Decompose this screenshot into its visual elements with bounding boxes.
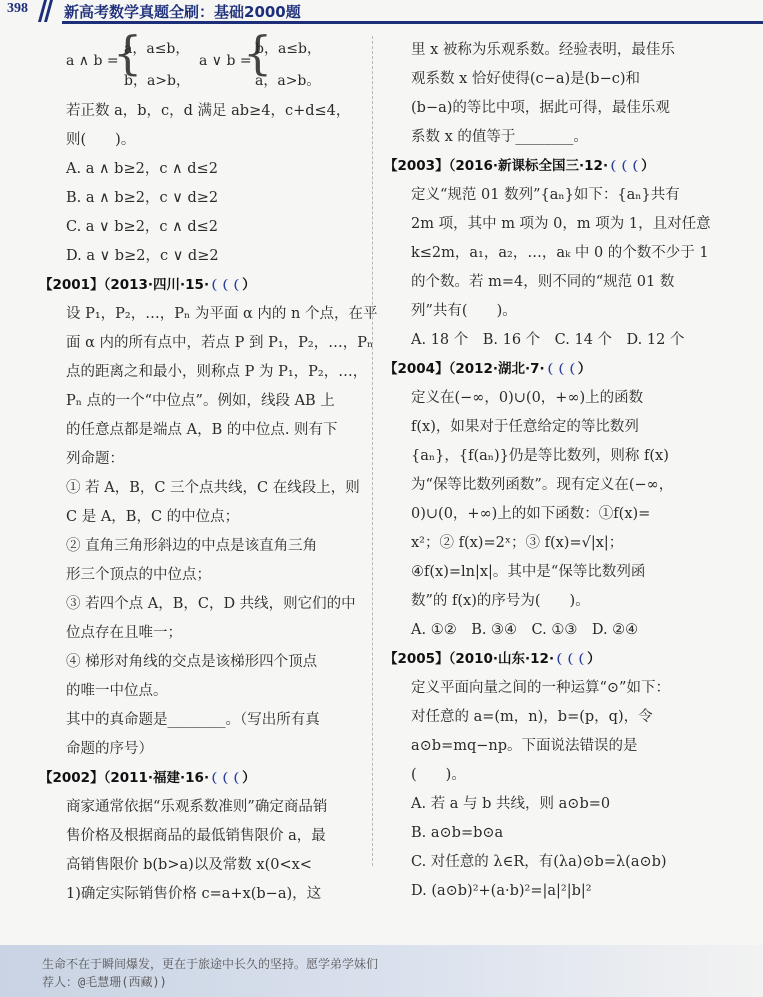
p2005-option-c: C. 对任意的 λ∈R，有(λa)⊙b=λ(a⊙b) bbox=[411, 854, 667, 870]
difficulty-spiral-icon bbox=[565, 651, 576, 667]
p2000-line: 若正数 a，b，c，d 满足 ab≥4，c+d≤4， bbox=[66, 103, 351, 119]
column-divider bbox=[372, 36, 373, 866]
problem-2002-header: 【2002】（2011·福建·16· ） bbox=[39, 770, 256, 786]
def-and-case2: b，a>b， bbox=[124, 73, 191, 89]
def-and-case1: a，a≤b， bbox=[124, 41, 190, 57]
def-or-lhs: a ∨ b = bbox=[199, 53, 252, 69]
footer-line-2: 荐人：@毛慧珊(西藏)) bbox=[42, 975, 167, 989]
p2001-line: C 是 A，B，C 的中位点； bbox=[66, 509, 240, 525]
p2001-line: Pₙ 点的一个“中位点”。例如，线段 AB 上 bbox=[66, 393, 335, 409]
p2001-line: 的唯一中位点。 bbox=[66, 683, 168, 699]
p2002-cont-line: 里 x 被称为乐观系数。经验表明，最佳乐 bbox=[411, 42, 675, 58]
p2000-option-c: C. a ∨ b≥2，c ∧ d≤2 bbox=[66, 219, 219, 235]
def-and-brace: { bbox=[113, 26, 143, 80]
p2001-line: 的任意点都是端点 A，B 的中位点. 则有下 bbox=[66, 422, 338, 438]
footer-quote-band bbox=[0, 945, 763, 997]
problem-source: （2011·福建·16· bbox=[103, 770, 210, 786]
p2004-line: 为“保等比数列函数”。现有定义在(−∞， bbox=[411, 477, 674, 493]
header-rule bbox=[62, 21, 763, 24]
p2004-line: {aₙ}，{f(aₙ)}仍是等比数列，则称 f(x) bbox=[411, 448, 669, 464]
p2001-line: ④ 梯形对角线的交点是该梯形四个顶点 bbox=[66, 654, 318, 670]
p2002-line: 高销售限价 b(b>a)以及常数 x(0<x< bbox=[66, 857, 312, 873]
footer-quote bbox=[42, 955, 378, 991]
problem-id: 【2002】 bbox=[39, 770, 104, 786]
right-column bbox=[384, 36, 711, 906]
difficulty-spiral-icon bbox=[209, 770, 220, 786]
problem-source: （2012·湖北·7· bbox=[448, 361, 545, 377]
difficulty-spiral-icon bbox=[556, 361, 567, 377]
p2001-line: 其中的真命题是________。（写出所有真 bbox=[66, 712, 320, 728]
problem-source: （2016·新课标全国三·12· bbox=[448, 158, 609, 174]
p2003-line: 的个数。若 m=4，则不同的“规范 01 数 bbox=[411, 274, 675, 290]
difficulty-spiral-icon bbox=[220, 770, 231, 786]
p2002-cont-line: (b−a)的等比中项，据此可得，最佳乐观 bbox=[411, 100, 670, 116]
difficulty-spiral-icon bbox=[209, 277, 220, 293]
p2002-cont-line: 观系数 x 恰好使得(c−a)是(b−c)和 bbox=[411, 71, 640, 87]
p2005-option-b: B. a⊙b=b⊙a bbox=[411, 825, 504, 841]
p2001-line: 形三个顶点的中位点； bbox=[66, 567, 211, 583]
page-number: 398 bbox=[7, 1, 28, 16]
problem-id: 【2001】 bbox=[39, 277, 104, 293]
p2003-line: 列”共有( )。 bbox=[411, 303, 517, 319]
p2002-line: 商家通常依据“乐观系数准则”确定商品销 bbox=[66, 799, 328, 815]
p2002-line: 1)确定实际销售价格 c=a+x(b−a)，这 bbox=[66, 886, 322, 902]
p2003-options: A. 18 个 B. 16 个 C. 14 个 D. 12 个 bbox=[411, 332, 685, 348]
p2005-line: 定义平面向量之间的一种运算“⊙”如下： bbox=[411, 680, 670, 696]
book-title: 新高考数学真题全刷：基础2000题 bbox=[64, 3, 301, 21]
p2004-options: A. ①② B. ③④ C. ①③ D. ②④ bbox=[411, 622, 639, 638]
difficulty-spiral-icon bbox=[630, 158, 641, 174]
difficulty-spiral-icon bbox=[608, 158, 619, 174]
p2005-option-d: D. (a⊙b)²+(a·b)²=|a|²|b|² bbox=[411, 883, 592, 899]
problem-2001-header: 【2001】（2013·四川·15· ） bbox=[39, 277, 256, 293]
difficulty-spiral-icon bbox=[619, 158, 630, 174]
page-header bbox=[0, 0, 763, 24]
def-or-case2: a，a>b。 bbox=[255, 73, 321, 89]
p2004-line: 定义在(−∞，0)∪(0，+∞)上的函数 bbox=[411, 390, 644, 406]
footer-line-1: 生命不在于瞬间爆发，更在于旅途中长久的坚持。愿学弟学妹们 bbox=[42, 957, 379, 971]
def-or-case1: b，a≤b， bbox=[255, 41, 322, 57]
p2005-line: a⊙b=mq−np。下面说法错误的是 bbox=[411, 738, 638, 754]
p2004-line: x²；② f(x)=2ˣ；③ f(x)=√|x|； bbox=[411, 535, 624, 551]
difficulty-spiral-icon bbox=[576, 651, 587, 667]
p2003-line: k≤2m，a₁，a₂，…，aₖ 中 0 的个数不少于 1 bbox=[411, 245, 709, 261]
def-or-brace: { bbox=[243, 26, 273, 80]
left-column bbox=[39, 97, 378, 909]
p2001-line: 设 P₁，P₂，…，Pₙ 为平面 α 内的 n 个点，在平 bbox=[66, 306, 378, 322]
p2000-option-d: D. a ∨ b≥2，c ∨ d≥2 bbox=[66, 248, 219, 264]
problem-id: 【2003】 bbox=[384, 158, 449, 174]
difficulty-spiral-icon bbox=[231, 277, 242, 293]
p2000-option-a: A. a ∧ b≥2，c ∧ d≤2 bbox=[66, 161, 218, 177]
p2004-line: 0)∪(0，+∞)上的如下函数：①f(x)= bbox=[411, 506, 651, 522]
problem-source: （2010·山东·12· bbox=[448, 651, 555, 667]
p2005-line: 对任意的 a=(m，n)，b=(p，q)，令 bbox=[411, 709, 653, 725]
p2001-line: 命题的序号） bbox=[66, 741, 153, 757]
difficulty-spiral-icon bbox=[554, 651, 565, 667]
p2004-line: f(x)，如果对于任意给定的等比数列 bbox=[411, 419, 639, 435]
problem-2004-header: 【2004】（2012·湖北·7· ） bbox=[384, 361, 592, 377]
difficulty-spiral-icon bbox=[567, 361, 578, 377]
p2000-option-b: B. a ∧ b≥2，c ∨ d≥2 bbox=[66, 190, 219, 206]
difficulty-spiral-icon bbox=[545, 361, 556, 377]
header-stripes-icon bbox=[36, 0, 58, 22]
problem-id: 【2004】 bbox=[384, 361, 449, 377]
problem-source: （2013·四川·15· bbox=[103, 277, 210, 293]
difficulty-spiral-icon bbox=[220, 277, 231, 293]
p2001-line: 列命题： bbox=[66, 451, 124, 467]
problem-2005-header: 【2005】（2010·山东·12· ） bbox=[384, 651, 601, 667]
p2001-line: 位点存在且唯一； bbox=[66, 625, 182, 641]
p2003-line: 2m 项，其中 m 项为 0，m 项为 1，且对任意 bbox=[411, 216, 711, 232]
problem-2003-header: 【2003】（2016·新课标全国三·12· ） bbox=[384, 158, 655, 174]
p2001-line: 点的距离之和最小，则称点 P 为 P₁，P₂，…， bbox=[66, 364, 368, 380]
problem-id: 【2005】 bbox=[384, 651, 449, 667]
p2001-line: ① 若 A，B，C 三个点共线，C 在线段上，则 bbox=[66, 480, 360, 496]
p2005-line: ( )。 bbox=[411, 767, 466, 783]
p2005-option-a: A. 若 a 与 b 共线，则 a⊙b=0 bbox=[411, 796, 611, 812]
p2004-line: 数”的 f(x)的序号为( )。 bbox=[411, 593, 590, 609]
p2003-line: 定义“规范 01 数列”{aₙ}如下：{aₙ}共有 bbox=[411, 187, 680, 203]
difficulty-spiral-icon bbox=[231, 770, 242, 786]
p2001-line: ③ 若四个点 A，B，C，D 共线，则它们的中 bbox=[66, 596, 356, 612]
p2004-line: ④f(x)=ln|x|。其中是“保等比数列函 bbox=[411, 564, 646, 580]
p2001-line: 面 α 内的所有点中，若点 P 到 P₁，P₂，…，Pₙ bbox=[66, 335, 374, 351]
p2001-line: ② 直角三角形斜边的中点是该直角三角 bbox=[66, 538, 318, 554]
def-and-lhs: a ∧ b = bbox=[66, 53, 119, 69]
p2002-line: 售价格及根据商品的最低销售限价 a，最 bbox=[66, 828, 326, 844]
p2000-line: 则( )。 bbox=[66, 132, 136, 148]
p2002-cont-line: 系数 x 的值等于________。 bbox=[411, 129, 588, 145]
